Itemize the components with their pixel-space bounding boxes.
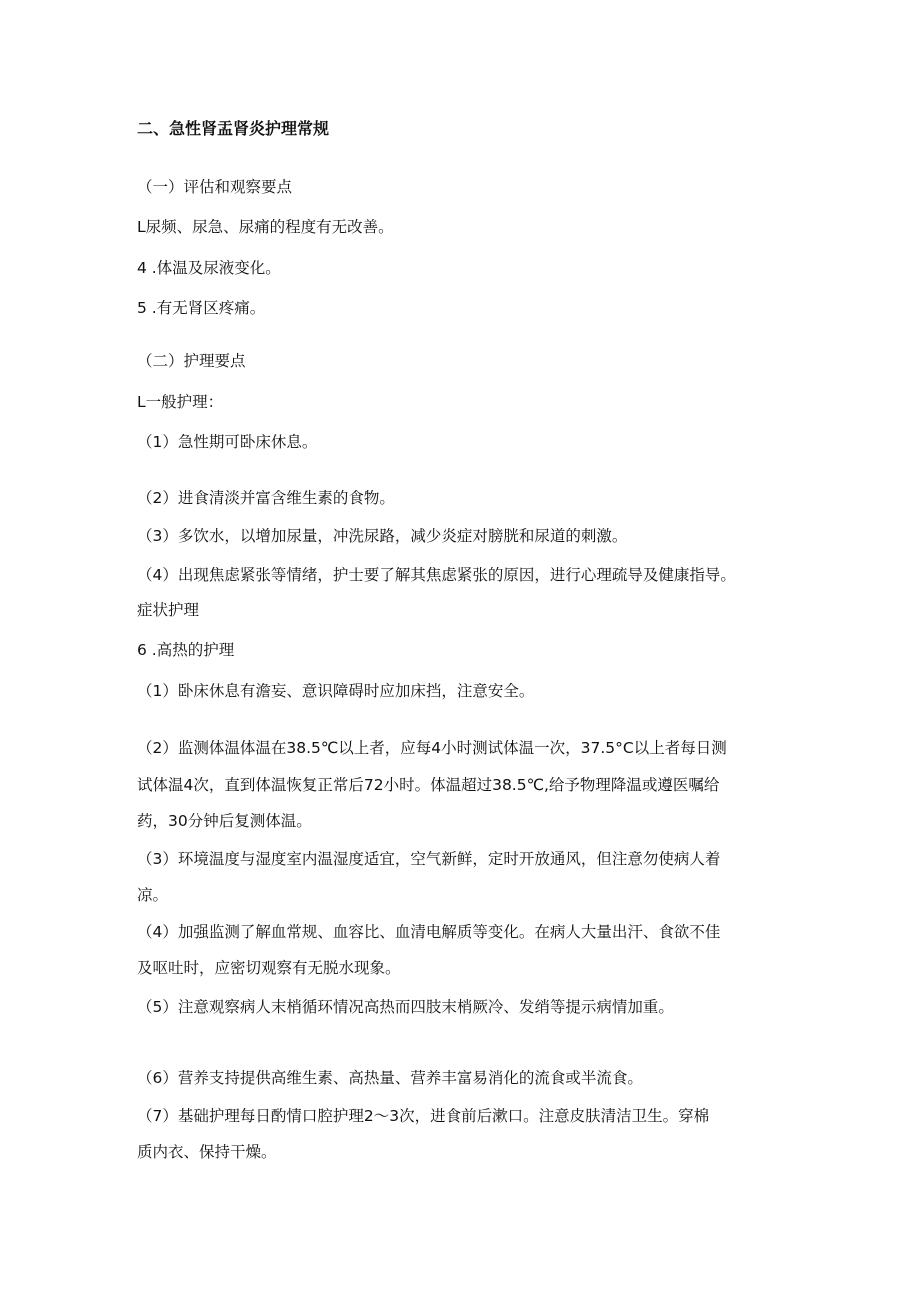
text-line: （3）环境温度与湿度室内温湿度适宜，空气新鲜，定时开放通风，但注意勿使病人着 bbox=[137, 850, 721, 868]
text-line: （4）出现焦虑紧张等情绪，护士要了解其焦虑紧张的原因，进行心理疏导及健康指导。 bbox=[137, 566, 736, 584]
text-line: L一般护理： bbox=[137, 393, 224, 411]
subsection-heading-care: （二）护理要点 bbox=[137, 352, 246, 370]
text-line: （2）监测体温体温在38.5℃以上者，应每4小时测试体温一次，37.5°C以上者每日测 bbox=[137, 739, 727, 757]
section-title: 二、急性肾盂肾炎护理常规 bbox=[137, 119, 330, 138]
text-line: 症状护理 bbox=[137, 601, 200, 619]
text-line: （5）注意观察病人末梢循环情况高热而四肢末梢厥冷、发绡等提示病情加重。 bbox=[137, 998, 674, 1016]
text-line: 4 .体温及尿液变化。 bbox=[137, 259, 281, 277]
text-line: （4）加强监测了解血常规、血容比、血清电解质等变化。在病人大量出汗、食欲不佳 bbox=[137, 923, 721, 941]
subsection-heading-assessment: （一）评估和观察要点 bbox=[137, 178, 293, 196]
text-line: （3）多饮水，以增加尿量，冲洗尿路，减少炎症对膀胱和尿道的刺激。 bbox=[137, 527, 628, 545]
text-line: （6）营养支持提供高维生素、高热量、营养丰富易消化的流食或半流食。 bbox=[137, 1069, 643, 1087]
text-line: 凉。 bbox=[137, 886, 169, 904]
text-line: 试体温4次，直到体温恢复正常后72小时。体温超过38.5℃,给予物理降温或遵医嘱给 bbox=[137, 776, 720, 794]
text-line: L尿频、尿急、尿痛的程度有无改善。 bbox=[137, 218, 394, 236]
text-line: 药，30分钟后复测体温。 bbox=[137, 812, 312, 830]
text-line: 及呕吐时，应密切观察有无脱水现象。 bbox=[137, 959, 401, 977]
text-line: （1）卧床休息有澹妄、意识障碍时应加床挡，注意安全。 bbox=[137, 682, 535, 700]
text-line: 5 .有无肾区疼痛。 bbox=[137, 299, 266, 317]
text-line: （7）基础护理每日酌情口腔护理2〜3次，进食前后漱口。注意皮肤清洁卫生。穿棉 bbox=[137, 1107, 710, 1125]
text-line: 6 .高热的护理 bbox=[137, 641, 235, 659]
text-line: （1）急性期可卧床休息。 bbox=[137, 433, 318, 451]
text-line: （2）进食清淡并富含维生素的食物。 bbox=[137, 489, 395, 507]
text-line: 质内衣、保持干燥。 bbox=[137, 1143, 277, 1161]
